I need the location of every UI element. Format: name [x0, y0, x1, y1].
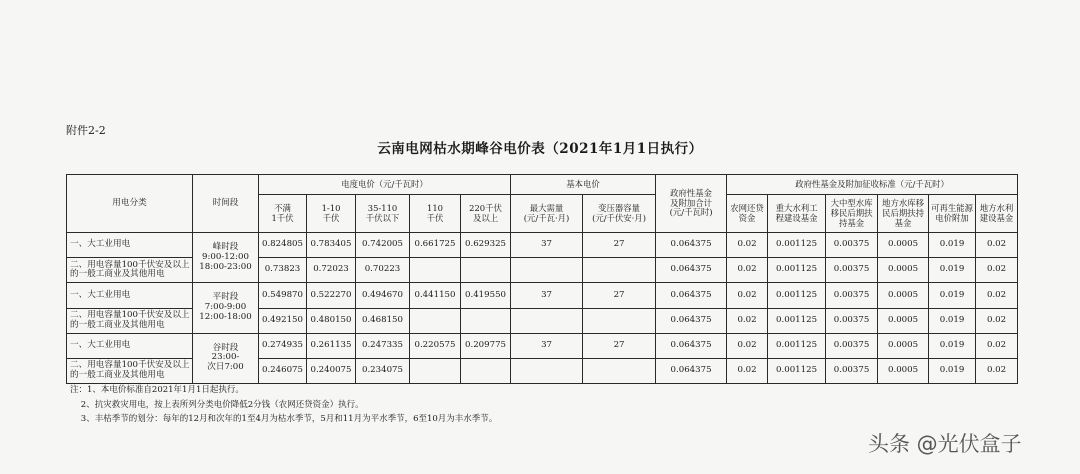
- basic-price-cell: [583, 308, 656, 333]
- header-basic-col: 变压器容量 (元/千伏安·月): [583, 195, 656, 233]
- note-line: 2、抗灾救灾用电，按上表所列分类电价降低2分钱（农网还贷资金）执行。: [70, 399, 364, 410]
- fund-cell: 0.0005: [878, 333, 929, 358]
- basic-price-cell: [511, 258, 583, 283]
- category-cell: 二、用电容量100千伏安及以上 的一般工商业及其他用电: [67, 358, 193, 383]
- header-fund-col: 地方水库移 民后期扶持 基金: [878, 195, 929, 233]
- energy-price-cell: 0.419550: [461, 283, 511, 308]
- gov-total-cell: 0.064375: [656, 283, 727, 308]
- energy-price-cell: 0.209775: [461, 333, 511, 358]
- fund-cell: 0.02: [727, 308, 768, 333]
- energy-price-cell: 0.661725: [410, 233, 461, 258]
- fund-cell: 0.02: [727, 358, 768, 383]
- fund-cell: 0.02: [976, 233, 1018, 258]
- fund-cell: 0.001125: [768, 283, 826, 308]
- fund-cell: 0.001125: [768, 358, 826, 383]
- header-fund-col: 地方水利 建设基金: [976, 195, 1018, 233]
- basic-price-cell: [511, 308, 583, 333]
- basic-price-cell: 27: [583, 233, 656, 258]
- energy-price-cell: 0.629325: [461, 233, 511, 258]
- gov-total-cell: 0.064375: [656, 308, 727, 333]
- fund-cell: 0.019: [929, 258, 976, 283]
- energy-price-cell: 0.72023: [307, 258, 356, 283]
- energy-price-cell: 0.522270: [307, 283, 356, 308]
- fund-cell: 0.001125: [768, 308, 826, 333]
- gov-total-cell: 0.064375: [656, 333, 727, 358]
- fund-cell: 0.00375: [826, 258, 878, 283]
- energy-price-cell: 0.261135: [307, 333, 356, 358]
- header-gov-total: 政府性基金 及附加合计 (元/千瓦时): [656, 175, 727, 233]
- energy-price-cell: 0.234075: [356, 358, 410, 383]
- header-fund-col: 重大水利工 程建设基金: [768, 195, 826, 233]
- basic-price-cell: 37: [511, 233, 583, 258]
- energy-price-cell: [410, 308, 461, 333]
- energy-price-cell: 0.480150: [307, 308, 356, 333]
- basic-price-cell: [511, 358, 583, 383]
- header-period: 时间段: [193, 175, 259, 233]
- fund-cell: 0.02: [727, 283, 768, 308]
- document-title: 云南电网枯水期峰谷电价表（2021年1月1日执行）: [377, 141, 703, 157]
- energy-price-cell: [461, 358, 511, 383]
- fund-cell: 0.00375: [826, 358, 878, 383]
- fund-cell: 0.00375: [826, 233, 878, 258]
- fund-cell: 0.02: [727, 333, 768, 358]
- energy-price-cell: [461, 258, 511, 283]
- basic-price-cell: 27: [583, 333, 656, 358]
- period-cell: 谷时段 23:00- 次日7:00: [193, 333, 259, 383]
- header-category: 用电分类: [67, 175, 193, 233]
- energy-price-cell: 0.247335: [356, 333, 410, 358]
- fund-cell: 0.019: [929, 308, 976, 333]
- fund-cell: 0.02: [976, 258, 1018, 283]
- energy-price-cell: 0.73823: [259, 258, 307, 283]
- period-cell: 峰时段 9:00-12:00 18:00-23:00: [193, 233, 259, 283]
- category-cell: 二、用电容量100千伏安及以上 的一般工商业及其他用电: [67, 308, 193, 333]
- fund-cell: 0.001125: [768, 233, 826, 258]
- watermark: 头条 @光伏盒子: [868, 432, 1022, 456]
- fund-cell: 0.0005: [878, 308, 929, 333]
- basic-price-cell: 27: [583, 283, 656, 308]
- basic-price-cell: 37: [511, 333, 583, 358]
- energy-price-cell: 0.494670: [356, 283, 410, 308]
- header-energy-col: 110 千伏: [410, 195, 461, 233]
- energy-price-cell: 0.240075: [307, 358, 356, 383]
- fund-cell: 0.001125: [768, 258, 826, 283]
- fund-cell: 0.019: [929, 358, 976, 383]
- table-row: [67, 333, 1018, 358]
- energy-price-cell: 0.441150: [410, 283, 461, 308]
- note-line: 3、丰枯季节的划分：每年的12月和次年的1至4月为枯水季节，5月和11月为平水季节，6至10月为丰水季节。: [70, 414, 498, 424]
- energy-price-cell: [410, 358, 461, 383]
- fund-cell: 0.019: [929, 283, 976, 308]
- fund-cell: 0.0005: [878, 283, 929, 308]
- energy-price-cell: 0.246075: [259, 358, 307, 383]
- fund-cell: 0.00375: [826, 308, 878, 333]
- gov-total-cell: 0.064375: [656, 233, 727, 258]
- table-row: [67, 233, 1018, 258]
- header-basic-group: 基本电价: [511, 175, 656, 195]
- energy-price-cell: 0.824805: [259, 233, 307, 258]
- fund-cell: 0.02: [976, 358, 1018, 383]
- category-cell: 一、大工业用电: [67, 283, 193, 308]
- fund-cell: 0.00375: [826, 333, 878, 358]
- energy-price-cell: 0.70223: [356, 258, 410, 283]
- fund-cell: 0.02: [727, 233, 768, 258]
- attachment-label: 附件2-2: [66, 124, 106, 137]
- category-cell: 二、用电容量100千伏安及以上 的一般工商业及其他用电: [67, 258, 193, 283]
- fund-cell: 0.02: [727, 258, 768, 283]
- energy-price-cell: 0.742005: [356, 233, 410, 258]
- fund-cell: 0.0005: [878, 258, 929, 283]
- fund-cell: 0.00375: [826, 283, 878, 308]
- energy-price-cell: 0.549870: [259, 283, 307, 308]
- basic-price-cell: [583, 258, 656, 283]
- header-fund-col: 农网还贷 资金: [727, 195, 768, 233]
- basic-price-cell: [583, 358, 656, 383]
- header-energy-col: 1-10 千伏: [307, 195, 356, 233]
- header-fund-col: 可再生能源 电价附加: [929, 195, 976, 233]
- table-row: [67, 283, 1018, 308]
- header-energy-col: 35-110 千伏以下: [356, 195, 410, 233]
- category-cell: 一、大工业用电: [67, 333, 193, 358]
- fund-cell: 0.0005: [878, 233, 929, 258]
- energy-price-cell: 0.783405: [307, 233, 356, 258]
- fund-cell: 0.001125: [768, 333, 826, 358]
- energy-price-cell: [410, 258, 461, 283]
- gov-total-cell: 0.064375: [656, 358, 727, 383]
- header-energy-group: 电度电价（元/千瓦时）: [259, 175, 511, 195]
- category-cell: 一、大工业用电: [67, 233, 193, 258]
- fund-cell: 0.019: [929, 333, 976, 358]
- header-fund-group: 政府性基金及附加征收标准（元/千瓦时）: [727, 175, 1018, 195]
- energy-price-cell: 0.220575: [410, 333, 461, 358]
- tariff-table: [66, 174, 1018, 384]
- fund-cell: 0.0005: [878, 358, 929, 383]
- gov-total-cell: 0.064375: [656, 258, 727, 283]
- header-energy-col: 220千伏 及以上: [461, 195, 511, 233]
- fund-cell: 0.02: [976, 283, 1018, 308]
- energy-price-cell: 0.274935: [259, 333, 307, 358]
- notes: [70, 383, 497, 427]
- basic-price-cell: 37: [511, 283, 583, 308]
- header-energy-col: 不满 1千伏: [259, 195, 307, 233]
- header-basic-col: 最大需量 (元/千瓦·月): [511, 195, 583, 233]
- energy-price-cell: 0.468150: [356, 308, 410, 333]
- note-line: 注：1、本电价标准自2021年1月1日起执行。: [70, 385, 244, 395]
- fund-cell: 0.02: [976, 308, 1018, 333]
- period-cell: 平时段 7:00-9:00 12:00-18:00: [193, 283, 259, 333]
- header-fund-col: 大中型水库 移民后期扶 持基金: [826, 195, 878, 233]
- fund-cell: 0.019: [929, 233, 976, 258]
- energy-price-cell: [461, 308, 511, 333]
- energy-price-cell: 0.492150: [259, 308, 307, 333]
- fund-cell: 0.02: [976, 333, 1018, 358]
